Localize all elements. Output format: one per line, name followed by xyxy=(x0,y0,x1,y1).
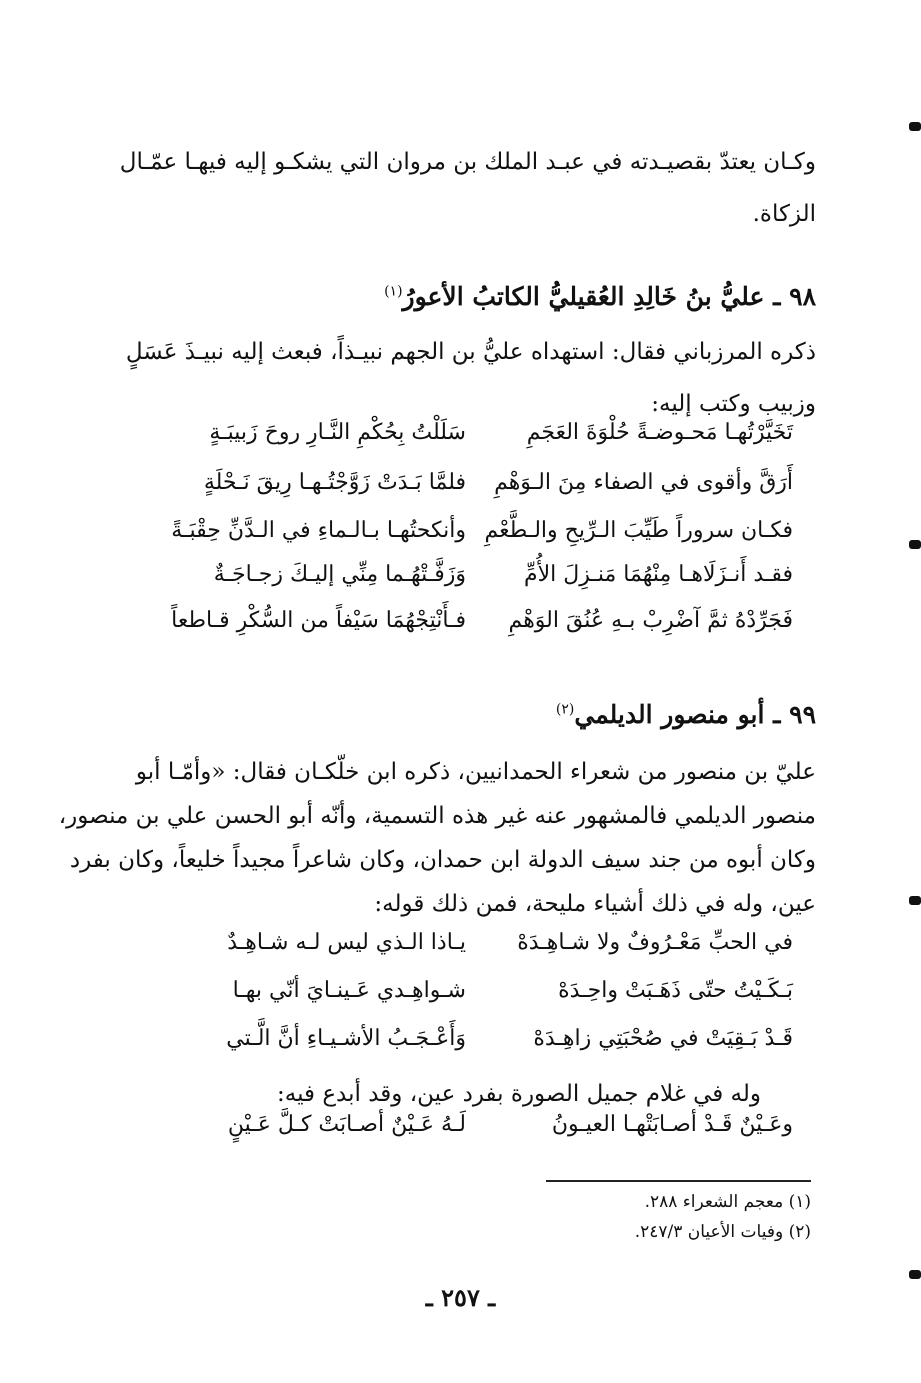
entry-99-heading xyxy=(556,700,816,729)
verse-99-3-first: وَأَعْـجَـبُ الأشـيـاءِ أنَّ الَّـتي xyxy=(226,1026,466,1051)
verse-98-4-first: وَزَفَّـتْهُـما مِنِّي إليـكَ زجـاجَـةٌ xyxy=(213,562,466,587)
entry-99-para-line-4: عين، وله في ذلك أشياء مليحة، فمن ذلك قوله: xyxy=(374,891,816,917)
verse-98-3-second: فكـان سروراً طَيِّبَ الـرِّيحِ والـطَّعْمِ xyxy=(484,518,793,543)
edge-mark-2 xyxy=(909,540,921,549)
footnote-ref-2: (٢) xyxy=(555,701,575,718)
verse-99-1-second: في الحبِّ مَعْـرُوفٌ ولا شـاهِـدَهْ xyxy=(517,930,793,955)
edge-mark-3 xyxy=(909,896,921,905)
entry-99-para-2: وله في غلام جميل الصورة بفرد عين، وقد أبدع فيه: xyxy=(277,1081,761,1107)
entry-98-para-line-2: وزبيب وكتب إليه: xyxy=(651,391,816,417)
entry-99-title: ٩٩ ـ أبو منصور الديلمي xyxy=(574,700,816,729)
footnote-separator xyxy=(546,1180,811,1182)
verse-99-2-second: بَـكَـيْتُ حتّى ذَهَـبَتْ واحِـدَهْ xyxy=(558,978,793,1003)
edge-mark-4 xyxy=(909,1270,921,1279)
verse-98-2-second: أَرَقَّ وأقوى في الصفاء مِنَ الـوَهْمِ xyxy=(494,470,793,495)
verse-98-5-second: فَجَرِّدْهُ ثمَّ آضْرِبْ بـهِ عُنُقَ الوَهْمِ xyxy=(508,608,793,633)
verse-99b-1-first: لَـهُ عَـيْنٌ أصـابَتْ كـلَّ عَـيْنٍ xyxy=(227,1112,466,1137)
entry-99-para-line-1: عليّ بن منصور من شعراء الحمدانيين، ذكره ابن خلّكـان فقال: «وأمّـا أبو xyxy=(135,759,816,785)
verse-98-1-second: تَخَيَّرْتُهـا مَحـوضـةً حُلْوَةَ العَجَمِ xyxy=(526,420,793,445)
verse-99-2-first: شـواهِـدي عَـينـايَ أنّي بهـا xyxy=(232,978,466,1003)
page-number: ـ ٢٥٧ ـ xyxy=(425,1283,496,1312)
entry-99-para-line-2: منصور الديلمي فالمشهور عنه غير هذه التسمية، وأنّه أبو الحسن علي بن منصور، xyxy=(58,803,816,829)
entry-98-para-line-1: ذكره المرزباني فقال: استهداه عليُّ بن الجهم نبيـذاً، فبعث إليه نبيـذَ عَسَلٍ xyxy=(125,339,816,365)
verse-98-5-first: فـأَنْتِجْهُمَا سَيْفاً من السُّكْرِ قـاطعاً xyxy=(171,608,466,633)
verse-98-2-first: فلمَّا بَـدَتْ زَوَّجْتُـهـا رِيقَ نَـحْلَةٍ xyxy=(203,470,466,495)
footnote-1: (١) معجم الشعراء ٢٨٨. xyxy=(644,1192,811,1212)
verse-99-3-second: قَـدْ بَـقِيَتْ في صُحْبَتِي زاهِـدَهْ xyxy=(533,1026,793,1051)
verse-98-1-first: سَلَلْتُ بِحُكْمِ النَّـارِ روحَ زَبيبَـةٍ xyxy=(209,420,466,445)
verse-98-4-second: فقـد أَنـزَلَاهـا مِنْهُمَا مَنـزِلَ الأُمِّ xyxy=(524,562,793,587)
edge-mark-1 xyxy=(909,122,921,131)
entry-98-heading xyxy=(384,282,816,311)
intro-line-1: وكـان يعتدّ بقصيـدته في عبـد الملك بن مروان التي يشكـو إليه فيهـا عمّـال xyxy=(119,149,816,175)
intro-line-2: الزكاة. xyxy=(752,201,816,227)
verse-99-1-first: يـاذا الـذي ليس لـه شـاهِـدٌ xyxy=(227,930,466,955)
entry-99-para-line-3: وكان أبوه من جند سيف الدولة ابن حمدان، وكان شاعراً مجيداً خليعاً، وكان بفرد xyxy=(69,847,816,873)
entry-98-title: ٩٨ ـ عليُّ بنُ خَالِدِ العُقيليُّ الكاتبُ الأعورُ xyxy=(402,282,816,311)
footnote-ref-1: (١) xyxy=(384,283,403,300)
footnote-2: (٢) وفيات الأعيان ٢٤٧/٣. xyxy=(634,1222,811,1242)
verse-98-3-first: وأنكحتُهـا بـالـماءِ في الـدَّنِّ حِقْبَـةً xyxy=(171,518,466,543)
verse-99b-1-second: وعَـيْنٌ قَـدْ أصـابَتْهـا العيـونُ xyxy=(551,1112,793,1137)
